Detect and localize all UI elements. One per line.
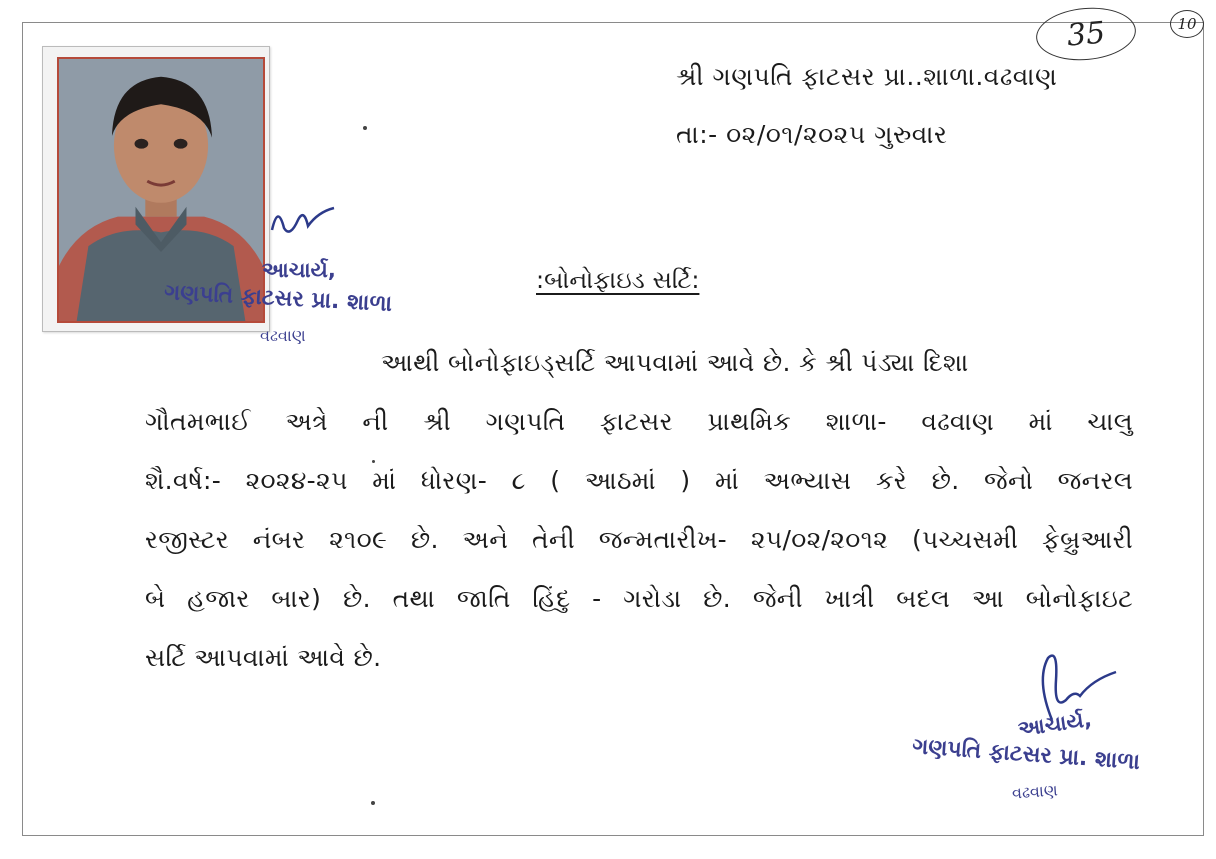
scan-speck xyxy=(363,126,367,130)
body-line: ગૌતમભાઈ અત્રે ની શ્રી ગણપતિ ફાટસર પ્રાથમિક શાળા- વઢવાણ માં ચાલુ xyxy=(145,407,1133,436)
body-line: શૈ.વર્ષ:- ૨૦૨૪-૨૫ માં ધોરણ- ૮ ( આઠમાં ) માં અભ્યાસ કરે છે. જેનો જનરલ xyxy=(145,466,1133,495)
stamp-bottom-title: આચાર્ય, xyxy=(1016,706,1094,742)
stamp-bottom-school: ગણપતિ ફાટસર પ્રા. શાળા xyxy=(911,734,1141,775)
school-name-line: શ્રી ગણપતિ ફાટસર પ્રા..શાળા.વઢવાણ xyxy=(676,62,1058,91)
principal-stamp-top xyxy=(150,250,450,360)
body-line: રજીસ્ટર નંબર ૨૧૦૯ છે. અને તેની જન્મતારીખ- ૨૫/૦૨/૨૦૧૨ (પચ્ચસમી ફેબ્રુઆરી xyxy=(145,525,1133,554)
stamp-top-school: ગણપતિ ફાટસર પ્રા. શાળા xyxy=(163,280,393,317)
certificate-body xyxy=(145,348,1133,702)
stamp-top-title: આચાર્ય, xyxy=(262,258,336,282)
date-line: તા:- ૦૨/૦૧/૨૦૨૫ ગુરુવાર xyxy=(676,120,948,149)
stamp-bottom-place: વઢવાણ xyxy=(1011,780,1059,803)
body-line: સર્ટિ આપવામાં આવે છે. xyxy=(145,643,382,672)
body-line: આથી બોનોફાઇડ્સર્ટિ આપવામાં આવે છે. કે શ્રી પંડ્યા દિશા xyxy=(381,348,969,377)
certificate-title: :બોનોફાઇડ સર્ટિ: xyxy=(536,266,700,294)
principal-stamp-bottom xyxy=(900,700,1200,820)
body-line: બે હજાર બાર) છે. તથા જાતિ હિંદુ - ગરોડા છે. જેની ખાત્રી બદલ આ બોનોફાઇટ xyxy=(145,584,1133,613)
scan-speck xyxy=(372,460,375,463)
page-number-secondary: 10 xyxy=(1170,10,1204,38)
signature-top xyxy=(268,200,338,240)
page-number: 35 xyxy=(1034,4,1138,65)
stamp-top-place: વઢવાણ xyxy=(260,326,306,345)
scan-speck xyxy=(371,801,375,805)
header xyxy=(676,62,1057,178)
